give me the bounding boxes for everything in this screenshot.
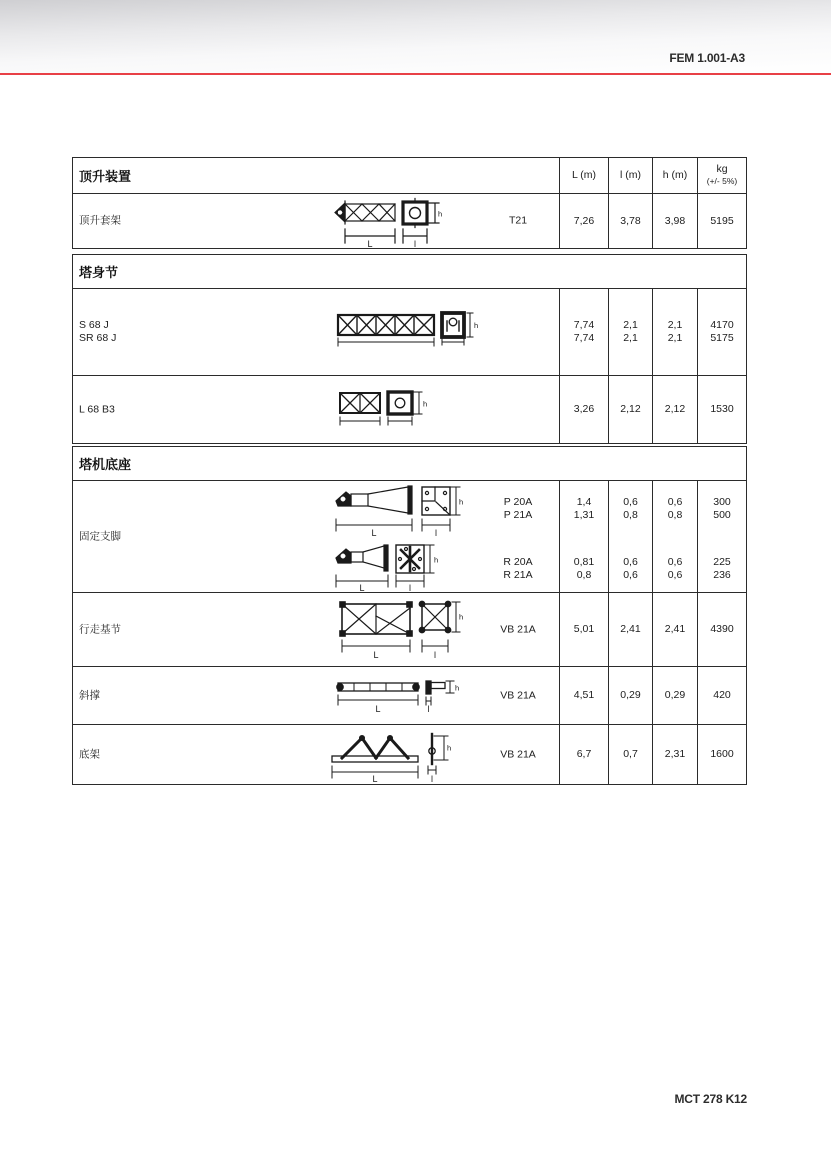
value-L (559, 481, 608, 592)
table-row-mast-s68 (73, 288, 746, 375)
value-line1: 2,1 (623, 319, 638, 331)
model-label: VB 21A (500, 623, 536, 635)
value-h (652, 289, 697, 375)
value-group-r (560, 556, 608, 582)
dim-label-L: L (372, 774, 378, 784)
row-label: 斜撑 (79, 689, 100, 701)
column-header-kg-unit: kg (716, 163, 728, 175)
row-label: 固定支脚 (79, 530, 121, 542)
value-l: 0,29 (608, 667, 652, 724)
dim-label-h: h (423, 399, 428, 409)
value-l: 3,78 (608, 194, 652, 248)
dim-label-L: L (367, 239, 373, 249)
value-L: 7,26 (559, 194, 608, 248)
jacking-cage-drawing (331, 197, 443, 249)
diagonal-strut-drawing (334, 679, 462, 717)
value-l: 2,41 (608, 593, 652, 666)
section-crane-base (72, 446, 747, 785)
table-row-mast-l68 (73, 375, 746, 443)
value-h: 3,98 (652, 194, 697, 248)
value-kg: 1530 (697, 376, 746, 443)
row-main-cell (73, 725, 559, 784)
header-red-rule (0, 73, 831, 75)
value-kg: 4390 (697, 593, 746, 666)
value-group-r (698, 556, 746, 582)
column-header-h: h (m) (652, 158, 697, 193)
dim-label-l: l (409, 583, 411, 593)
value-L: 3,26 (559, 376, 608, 443)
value-kg (697, 481, 746, 592)
chassis-drawing (328, 730, 462, 784)
value-l: 0,7 (608, 725, 652, 784)
column-header-L: L (m) (559, 158, 608, 193)
dim-label-l: l (427, 704, 430, 714)
value-L: 5,01 (559, 593, 608, 666)
table-row-diagonal-strut (73, 666, 746, 724)
column-header-l: l (m) (608, 158, 652, 193)
value-line1: 7,74 (573, 319, 595, 331)
model-label: R 21A (503, 569, 533, 581)
row-label-line1: S 68 J (79, 319, 109, 331)
value-line2: 1,31 (573, 509, 595, 521)
value-kg: 1600 (697, 725, 746, 784)
value-h (652, 481, 697, 592)
value-line2: 0,6 (623, 569, 638, 581)
row-main-cell (73, 194, 559, 248)
value-line1: 4170 (710, 319, 734, 331)
fixing-leg-p-drawing (334, 485, 464, 539)
value-line1: 2,1 (667, 319, 683, 331)
parts-table (72, 157, 747, 785)
dim-label-h: h (438, 209, 443, 219)
dim-label-L: L (373, 650, 379, 660)
model-label: VB 21A (500, 689, 536, 701)
travel-base-drawing (338, 598, 464, 660)
value-group-r (653, 556, 697, 582)
section-mast-sections (72, 254, 747, 444)
value-kg (697, 289, 746, 375)
section-jacking-device (72, 157, 747, 249)
row-label: 底架 (79, 748, 100, 760)
value-line2: 0,8 (623, 509, 638, 521)
value-h: 2,41 (652, 593, 697, 666)
value-h: 2,31 (652, 725, 697, 784)
dim-label-l: l (414, 239, 416, 249)
row-label: L 68 B3 (79, 403, 115, 415)
model-label: R 20A (503, 556, 533, 568)
value-line1: 0,6 (667, 556, 683, 568)
value-line2: 0,8 (667, 509, 683, 521)
dim-label-l: l (435, 528, 437, 538)
section-title: 塔身节 (79, 265, 119, 280)
standard-reference: FEM 1.001-A3 (669, 51, 745, 65)
value-group-p (653, 496, 697, 522)
short-mast-drawing (338, 388, 430, 428)
value-group-r (609, 556, 652, 582)
value-h: 2,12 (652, 376, 697, 443)
value-line1: 0,6 (623, 556, 638, 568)
row-main-cell (73, 376, 559, 443)
value-kg: 420 (697, 667, 746, 724)
dim-label-h: h (459, 497, 464, 507)
table-row-jacking-cage (73, 193, 746, 248)
value-l (608, 289, 652, 375)
value-line1: 300 (713, 496, 731, 508)
value-line2: 5175 (710, 332, 734, 344)
model-label: P 21A (503, 509, 533, 521)
document-reference: MCT 278 K12 (674, 1092, 747, 1106)
value-group-p (698, 496, 746, 522)
column-header-kg (697, 158, 746, 193)
value-kg: 5195 (697, 194, 746, 248)
value-line1: 225 (713, 556, 731, 568)
row-label-line2: SR 68 J (79, 332, 117, 344)
model-label-group-r (473, 556, 563, 582)
dim-label-h: h (434, 555, 439, 565)
model-label: VB 21A (500, 748, 536, 760)
dim-label-l: l (431, 774, 433, 784)
section-title: 塔机底座 (79, 457, 132, 472)
row-main-cell (73, 593, 559, 666)
section-title: 顶升装置 (79, 169, 132, 184)
row-main-cell (73, 667, 559, 724)
value-L: 4,51 (559, 667, 608, 724)
mast-section-drawing (336, 309, 478, 349)
value-line1: 0,6 (667, 496, 683, 508)
table-row-fixing-legs (73, 480, 746, 592)
row-main-cell (73, 289, 559, 375)
value-line2: 2,1 (623, 332, 638, 344)
dim-label-h: h (474, 321, 478, 330)
value-line2: 236 (713, 569, 731, 581)
model-label-group-p (473, 496, 563, 522)
value-line1: 0,81 (573, 556, 595, 568)
value-line2: 2,1 (667, 332, 683, 344)
row-label: 行走基节 (79, 623, 121, 635)
row-main-cell (73, 481, 559, 592)
value-l: 2,12 (608, 376, 652, 443)
dim-label-L: L (375, 704, 381, 714)
value-group-p (560, 496, 608, 522)
dim-label-h: h (447, 743, 452, 753)
value-group-p (609, 496, 652, 522)
dim-label-l: l (434, 650, 436, 660)
value-line2: 0,8 (576, 569, 592, 581)
value-line2: 7,74 (573, 332, 595, 344)
model-label: T21 (508, 214, 528, 227)
value-L (559, 289, 608, 375)
fixing-leg-r-drawing (334, 543, 444, 593)
dim-label-L: L (359, 583, 365, 593)
value-h: 0,29 (652, 667, 697, 724)
model-label: P 20A (503, 496, 533, 508)
value-line1: 1,4 (576, 496, 592, 508)
dim-label-L: L (371, 528, 377, 538)
dim-label-h: h (455, 683, 460, 693)
column-header-kg-tolerance: (+/- 5%) (706, 176, 738, 186)
dim-label-h: h (459, 612, 464, 622)
value-line2: 0,6 (667, 569, 683, 581)
table-row-travel-base-section (73, 592, 746, 666)
value-l (608, 481, 652, 592)
row-label (79, 319, 116, 345)
table-row-chassis (73, 724, 746, 784)
value-L: 6,7 (559, 725, 608, 784)
section-header-row (73, 158, 746, 193)
value-line2: 500 (713, 509, 731, 521)
value-line1: 0,6 (623, 496, 638, 508)
row-label: 顶升套架 (79, 214, 121, 227)
